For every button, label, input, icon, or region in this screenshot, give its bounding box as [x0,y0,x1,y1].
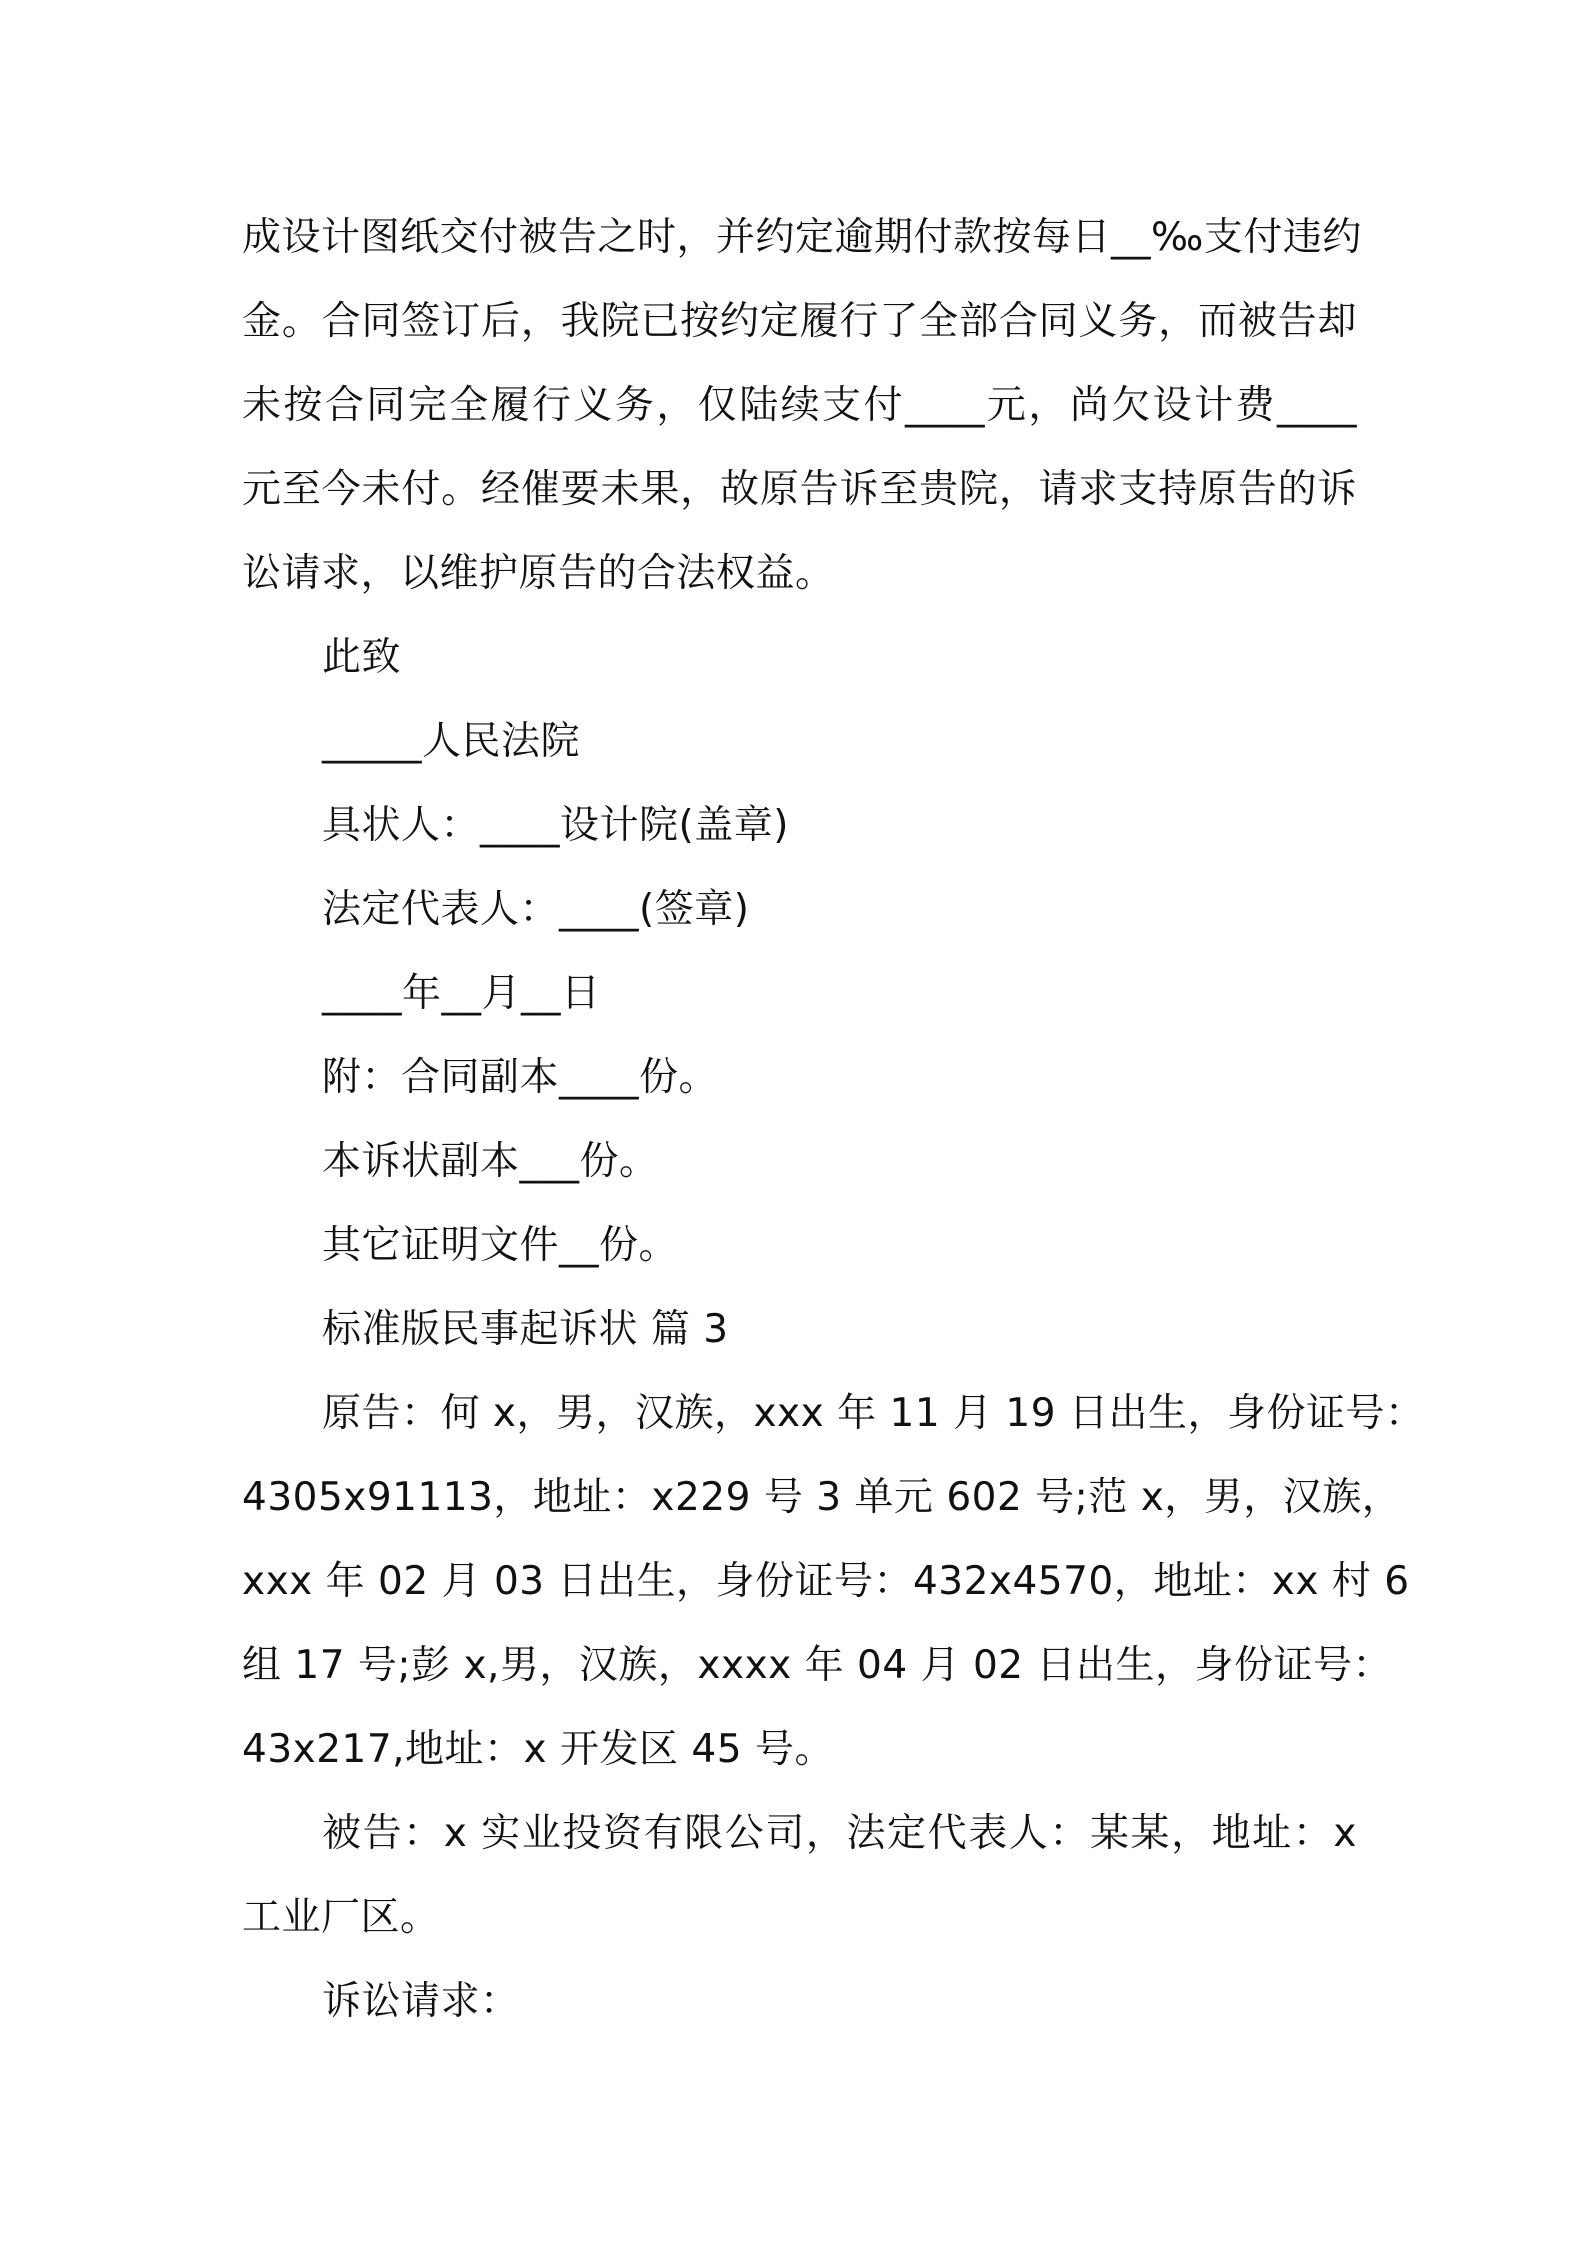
attachment-line: 其它证明文件__份。 [322,1223,679,1268]
paragraph-line: 讼请求，以维护原告的合法权益。 [242,551,835,596]
claims-heading: 诉讼请求： [322,1979,520,2024]
section-heading: 标准版民事起诉状 篇 3 [322,1307,729,1352]
plaintiff-paragraph-line: 组 17 号;彭 x,男，汉族，xxxx 年 04 月 02 日出生，身份证号： [242,1643,1392,1688]
paragraph-line: 未按合同完全履行义务，仅陆续支付____元，尚欠设计费____ [242,383,1357,428]
legal-representative-signature: 法定代表人：____(签章) [322,887,750,932]
plaintiff-paragraph-line: 原告：何 x，男，汉族，xxx 年 11 月 19 日出生，身份证号： [322,1391,1425,1436]
paragraph-line: 成设计图纸交付被告之时，并约定逾期付款按每日__‰支付违约 [242,215,1362,260]
plaintiff-signature: 具状人：____设计院(盖章) [322,803,789,848]
attachment-line: 附：合同副本____份。 [322,1055,719,1100]
paragraph-line: 元至今未付。经催要未果，故原告诉至贵院，请求支持原告的诉 [242,467,1357,512]
document-body [242,196,1425,2044]
defendant-paragraph-line: 工业厂区。 [242,1895,440,1940]
salutation: 此致 [322,635,402,680]
plaintiff-paragraph-line: 43x217,地址：x 开发区 45 号。 [242,1727,834,1772]
plaintiff-paragraph-line: xxx 年 02 月 03 日出生，身份证号：432x4570，地址：xx 村 6 [242,1559,1410,1604]
defendant-paragraph-line: 被告：x 实业投资有限公司，法定代表人：某某，地址：x [322,1811,1357,1856]
court-name: _____人民法院 [322,719,581,764]
paragraph-line: 金。合同签订后，我院已按约定履行了全部合同义务，而被告却 [242,299,1357,344]
date-line: ____年__月__日 [322,971,601,1016]
plaintiff-paragraph-line: 4305x91113，地址：x229 号 3 单元 602 号;范 x，男，汉族， [242,1475,1402,1520]
attachment-line: 本诉状副本___份。 [322,1139,659,1184]
